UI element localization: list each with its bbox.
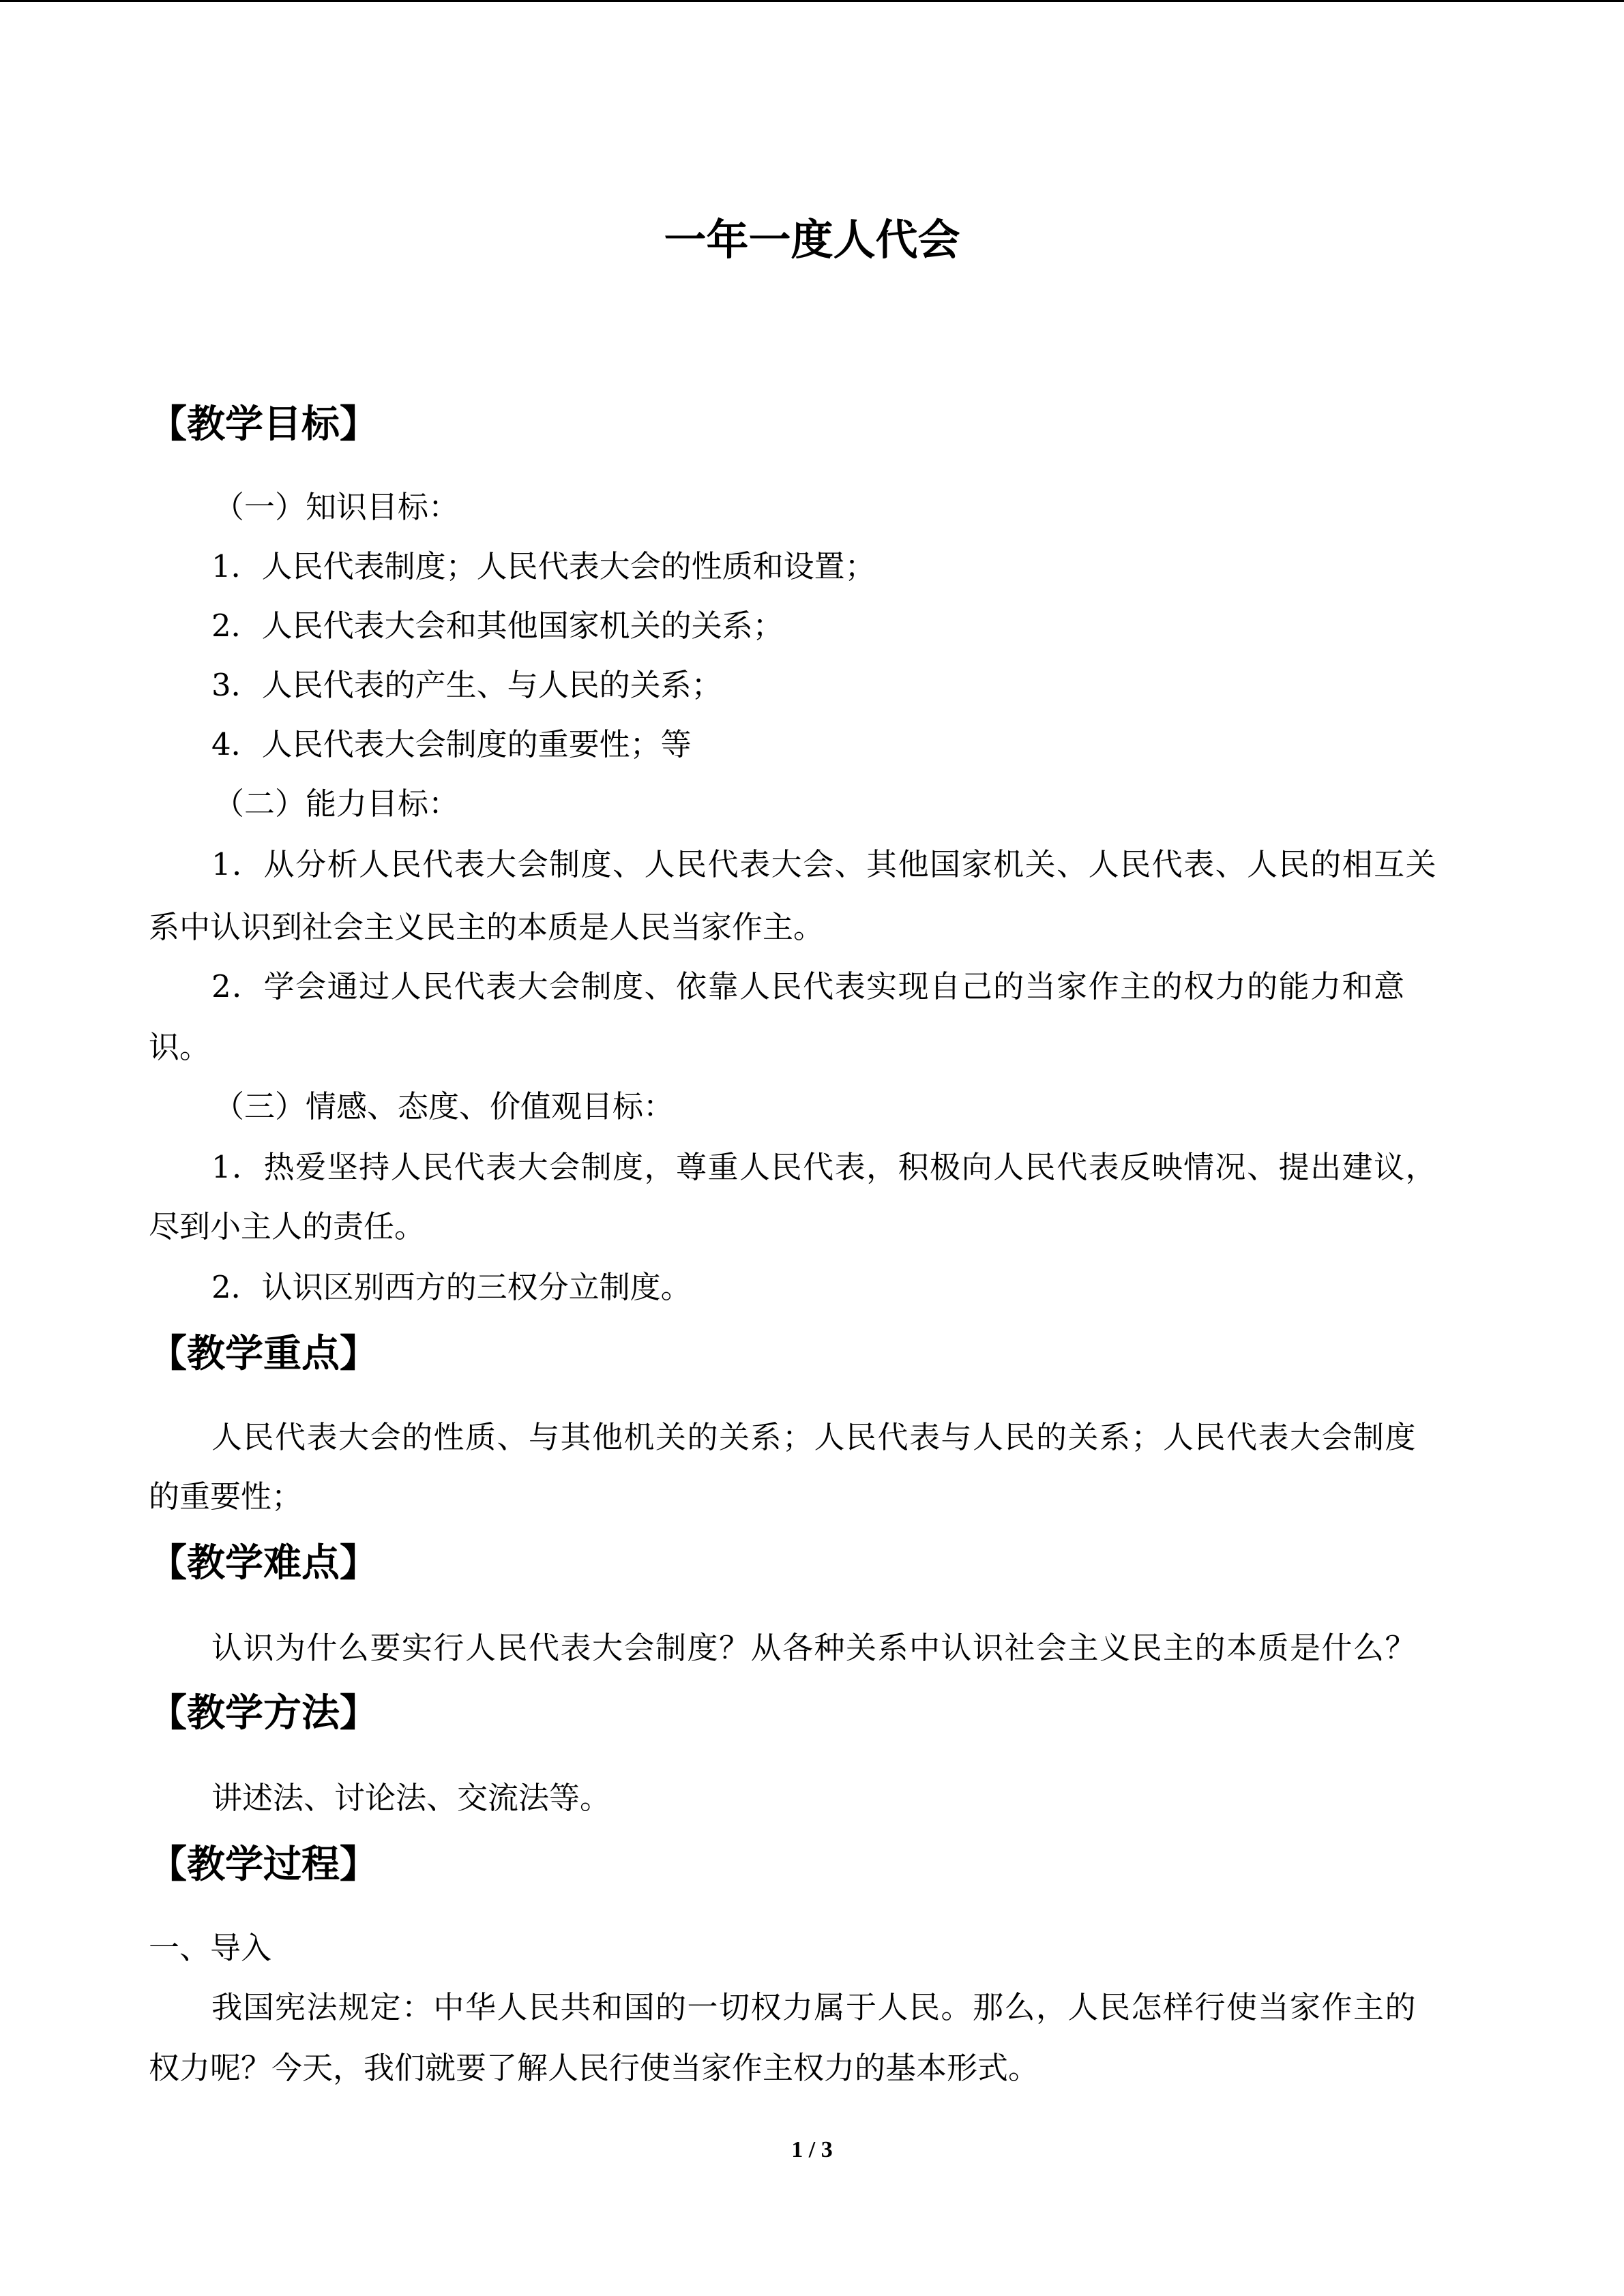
page-number: 1 / 3	[791, 2137, 833, 2162]
heading-methods: 【教学方法】	[149, 1691, 378, 1735]
difficulties-line1: 认识为什么要实行人民代表大会制度？从各种关系中认识社会主义民主的本质是什么？	[211, 1630, 1417, 1666]
ability-item-2-line1: 2．学会通过人民代表大会制度、依靠人民代表实现自己的当家作主的权力的能力和意	[211, 968, 1406, 1004]
heading-difficulties: 【教学难点】	[149, 1541, 378, 1585]
ability-item-2-line2: 识。	[149, 1029, 211, 1065]
process-step1-line1: 我国宪法规定：中华人民共和国的一切权力属于人民。那么，人民怎样行使当家作主的	[211, 1989, 1417, 2025]
heading-key-points: 【教学重点】	[149, 1332, 378, 1376]
knowledge-item-2: 2．人民代表大会和其他国家机关的关系；	[211, 608, 784, 644]
emotion-goals-label: （三）情感、态度、价值观目标：	[213, 1088, 675, 1124]
knowledge-goals-label: （一）知识目标：	[213, 489, 460, 525]
top-border	[0, 0, 1624, 2]
key-points-line2: 的重要性；	[149, 1478, 303, 1515]
ability-goals-label: （二）能力目标：	[213, 786, 460, 822]
methods-line1: 讲述法、讨论法、交流法等。	[211, 1780, 611, 1816]
ability-item-1-line1: 1．从分析人民代表大会制度、人民代表大会、其他国家机关、人民代表、人民的相互关	[211, 846, 1438, 882]
knowledge-item-3: 3．人民代表的产生、与人民的关系；	[211, 667, 722, 703]
heading-teaching-goals: 【教学目标】	[149, 402, 378, 447]
emotion-item-2: 2．认识区别西方的三权分立制度。	[211, 1269, 692, 1305]
ability-item-1-line2: 系中认识到社会主义民主的本质是人民当家作主。	[149, 909, 825, 945]
process-step1-label: 一、导入	[149, 1930, 272, 1966]
key-points-line1: 人民代表大会的性质、与其他机关的关系；人民代表与人民的关系；人民代表大会制度	[211, 1419, 1417, 1455]
emotion-item-1-line2: 尽到小主人的责任。	[149, 1208, 426, 1244]
process-step1-line2: 权力呢？今天，我们就要了解人民行使当家作主权力的基本形式。	[149, 2050, 1039, 2086]
knowledge-item-1: 1．人民代表制度；人民代表大会的性质和设置；	[211, 548, 876, 584]
page-title: 一年一度人代会	[664, 215, 960, 265]
knowledge-item-4: 4．人民代表大会制度的重要性；等	[211, 726, 692, 762]
emotion-item-1-line1: 1．热爱坚持人民代表大会制度，尊重人民代表，积极向人民代表反映情况、提出建议，	[211, 1149, 1438, 1185]
heading-process: 【教学过程】	[149, 1843, 378, 1887]
